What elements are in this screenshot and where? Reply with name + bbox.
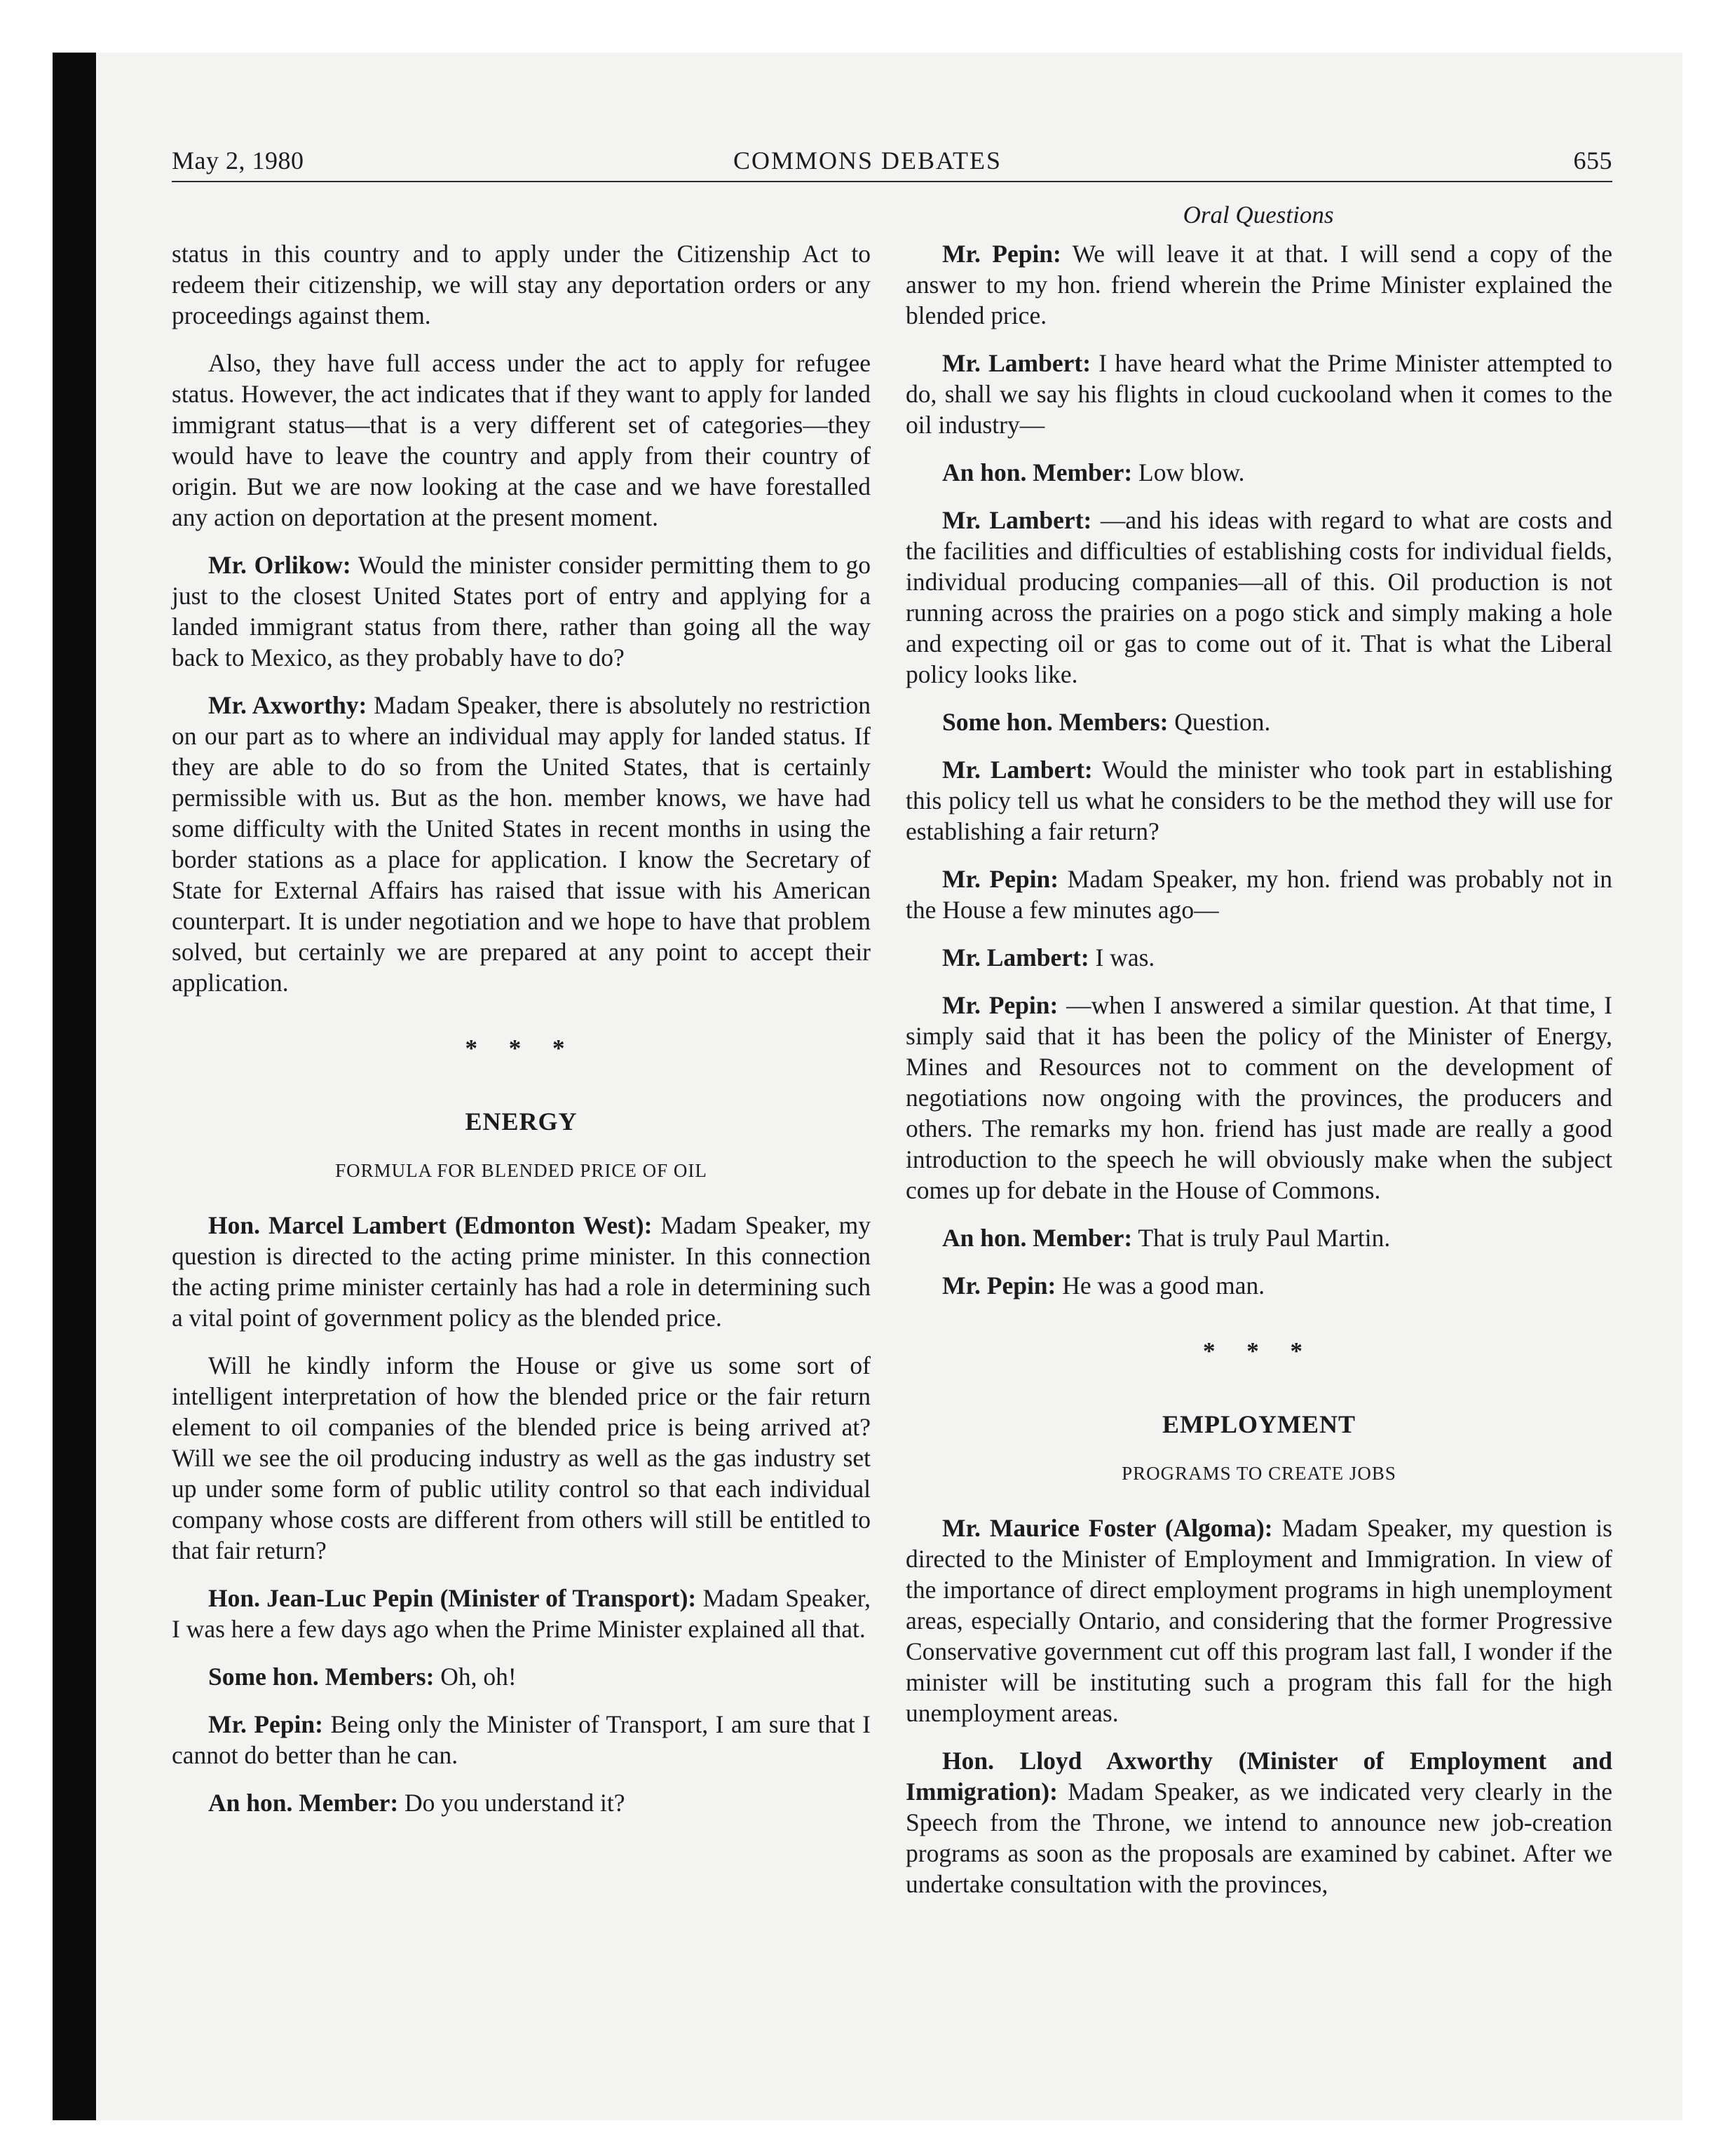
speech [906, 864, 1612, 925]
speaker-name: Mr. Lambert: [942, 506, 1092, 534]
speech [906, 505, 1612, 690]
speech [906, 1222, 1612, 1253]
paragraph: Will he kindly inform the House or give us some sort of intelligent interpretation of how the blended price or the fair return element to oil companies of the blended price is being arrived at? Will we see the oil producing industry as well as the gas industry set up under some form of public utility control so that each individual company whose costs are different from others will still be entitled to that fair return? [172, 1351, 871, 1564]
speech [172, 1210, 871, 1333]
speech [906, 990, 1612, 1206]
speech [906, 1270, 1612, 1301]
speaker-name: An hon. Member: [942, 1224, 1133, 1252]
speaker-name: Hon. Marcel Lambert (Edmonton West): [208, 1211, 653, 1239]
speaker-name: An hon. Member: [942, 458, 1133, 486]
left-column [172, 238, 871, 1835]
speaker-name: Some hon. Members: [208, 1663, 435, 1691]
speaker-name: An hon. Member: [208, 1789, 399, 1817]
speech-text: Would the minister consider permitting them to go just to the closest United States port of entry and applying for a landed immigrant status from there, rather than going all the way back to Mexico, as they probably have to do? [172, 551, 871, 671]
header-rule [172, 181, 1612, 182]
running-head: Oral Questions [1183, 201, 1334, 228]
speaker-name: Hon. Lloyd Axworthy (Minister of Employment and Immigration): [906, 1747, 1612, 1806]
paragraph: status in this country and to apply under the Citizenship Act to redeem their citizenship, we will stay any deportation orders or any proceedings against them. [172, 240, 871, 329]
header-title: COMMONS DEBATES [733, 146, 1002, 175]
scan-binding-edge [53, 53, 96, 2120]
speech-text: Being only the Minister of Transport, I am sure that I cannot do better than he can. [172, 1710, 871, 1769]
speech-text: Oh, oh! [434, 1663, 517, 1691]
right-column [906, 238, 1612, 1916]
speech-text: Would the minister who took part in establishing this policy tell us what he considers to be the method they will use for establishing a fair return? [906, 756, 1612, 845]
speaker-name: Mr. Lambert: [942, 349, 1091, 377]
scan-margin [0, 0, 53, 2156]
paragraph: Also, they have full access under the act to apply for refugee status. However, the act indicates that if they want to apply for landed immigrant status—that is a very different set of categories—they would have to leave the country and apply from their country of origin. But we are now looking at the case and we have forestalled any action on deportation at the present moment. [172, 349, 871, 531]
speech-text: —when I answered a similar question. At that time, I simply said that it has been the policy of the Minister of Energy, Mines and Resources not to comment on the development of negotiations now ongoing with the provinces, the producers and others. The remarks my hon. friend has just made are really a good introduction to the speech he will obviously make when the subject comes up for debate in the House of Commons. [906, 991, 1612, 1204]
speech [172, 1787, 871, 1818]
speech [906, 942, 1612, 973]
speech [906, 1513, 1612, 1728]
section-heading: ENERGY [465, 1107, 578, 1135]
speech-text: Madam Speaker, I was here a few days ago when the Prime Minister explained all that. [172, 1584, 871, 1643]
speech [172, 690, 871, 998]
speech-text: Question. [1168, 708, 1271, 736]
speaker-name: Some hon. Members: [942, 708, 1169, 736]
speech-text: I have heard what the Prime Minister attempted to do, shall we say his flights in cloud cuckooland when it comes to the oil industry— [906, 349, 1612, 439]
speaker-name: Mr. Lambert: [942, 756, 1093, 784]
speaker-name: Hon. Jean-Luc Pepin (Minister of Transport): [208, 1584, 697, 1612]
speaker-name: Mr. Axworthy: [208, 691, 367, 719]
section-subheading: FORMULA FOR BLENDED PRICE OF OIL [335, 1160, 707, 1181]
speech [172, 1583, 871, 1644]
speaker-name: Mr. Pepin: [942, 865, 1059, 893]
header-date: May 2, 1980 [172, 146, 304, 175]
speaker-name: Mr. Lambert: [942, 943, 1089, 971]
speech-text: I was. [1089, 943, 1155, 971]
speech [172, 1661, 871, 1692]
speech-text: Madam Speaker, my hon. friend was probably not in the House a few minutes ago— [906, 865, 1612, 924]
speech-text: Low blow. [1132, 458, 1245, 486]
speech-text: He was a good man. [1056, 1271, 1265, 1299]
section-subheading: PROGRAMS TO CREATE JOBS [1122, 1463, 1396, 1484]
speech [906, 707, 1612, 737]
speech-text: Madam Speaker, there is absolutely no restriction on our part as to where an individual may apply for landed status. If they are able to do so from the United States, that is certainly permissible with us. But as the hon. member knows, we have had some difficulty with the United States in recent months in using the border stations as a place for application. I know the Secretary of State for External Affairs has raised that issue with his American counterpart. It is under negotiation and we hope to have that problem solved, but certainly we are prepared at any point to accept their application. [172, 691, 871, 997]
speaker-name: Mr. Pepin: [942, 1271, 1056, 1299]
speech [906, 1745, 1612, 1899]
speech-text: Madam Speaker, as we indicated very clearly in the Speech from the Throne, we intend to announce new job-creation programs as soon as the proposals are examined by cabinet. After we undertake consultation with the provinces, [906, 1778, 1612, 1898]
speech [906, 457, 1612, 488]
speaker-name: Mr. Pepin: [208, 1710, 323, 1738]
speech-text: —and his ideas with regard to what are costs and the facilities and difficulties of establishing costs for individual fields, individual producing companies—all of this. Oil production is not running across the prairies on a pogo stick and simply making a hole and expecting oil or gas to come out of it. That is what the Liberal policy looks like. [906, 506, 1613, 688]
speech-text: Do you understand it? [398, 1789, 625, 1817]
speech [172, 1709, 871, 1770]
speech-text: Madam Speaker, my question is directed to the acting prime minister. In this connection the acting prime minister certainly has had a role in determining such a vital point of government policy as the blended price. [172, 1211, 871, 1332]
section-divider: * * * [465, 1035, 578, 1062]
speaker-name: Mr. Maurice Foster (Algoma): [942, 1514, 1273, 1542]
section-divider: * * * [1203, 1337, 1315, 1365]
speech [906, 754, 1612, 847]
speech [906, 348, 1612, 440]
speech-text: That is truly Paul Martin. [1132, 1224, 1391, 1252]
header-page-number: 655 [1573, 146, 1612, 175]
speaker-name: Mr. Pepin: [942, 991, 1059, 1019]
speaker-name: Mr. Orlikow: [208, 551, 351, 579]
speech-text: We will leave it at that. I will send a copy of the answer to my hon. friend wherein the Prime Minister explained the blended price. [906, 240, 1612, 329]
speech [172, 550, 871, 673]
speech-text: Madam Speaker, my question is directed to the Minister of Employment and Immigration. In view of the importance of direct employment programs in high unemployment areas, especially Ontario, and considering that the former Progressive Conservative government cut off this program last fall, I wonder if the minister will be instituting such a program this fall for the high unemployment areas. [906, 1514, 1612, 1727]
section-heading: EMPLOYMENT [1162, 1410, 1356, 1438]
speaker-name: Mr. Pepin: [942, 240, 1061, 268]
speech [906, 238, 1612, 331]
